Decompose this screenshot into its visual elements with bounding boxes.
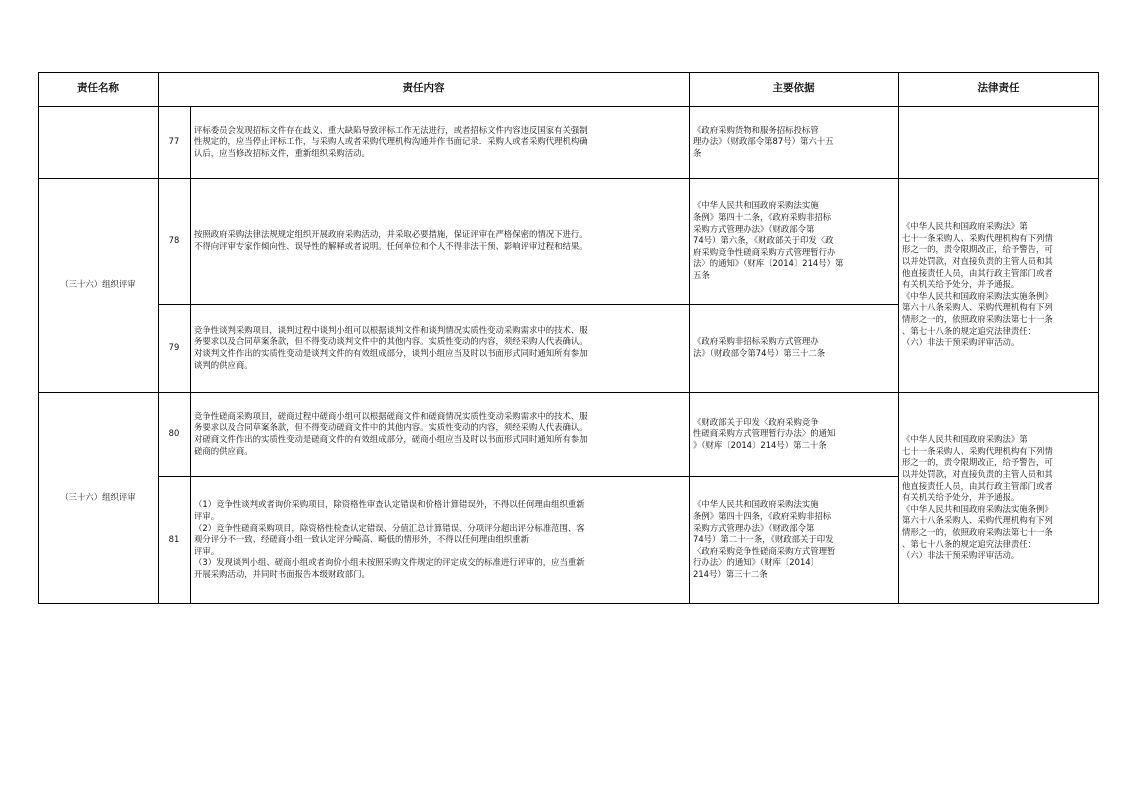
responsibility-name-text: （三十六）组织评审	[60, 492, 136, 503]
table-row	[190, 106, 689, 178]
basis-cell	[689, 476, 898, 604]
row-number: 80	[168, 428, 180, 439]
basis-text: 《中华人民共和国政府采购法实施 条例》第四十四条，《政府采购非招标 采购方式管理办法》（财政部令第 74号）第二十一条，《财政部关于印发 〈政府采购竞争性磋商采购方式管理暂 行办法〉的通知》（财库〔2014〕 214号）第三十二条	[693, 499, 836, 579]
header-basis: 主要依据	[772, 82, 815, 95]
header-liability: 法律责任	[977, 82, 1020, 95]
basis-text: 《政府采购货物和服务招标投标管 理办法》（财政部令第87号）第六十五 条	[693, 124, 834, 158]
basis-text: 《财政部关于印发〈政府采购竞争 性磋商采购方式管理暂行办法〉的通知 》（财库〔2014〕214号）第二十条	[693, 416, 836, 450]
content-text: 竞争性磋商采购项目，磋商过程中磋商小组可以根据磋商文件和磋商情况实质性变动采购需求中的技术、服 务要求以及合同草案条款，但不得变动磋商文件中的其他内容。实质性变动的内容，须经采购人代表确认。 对磋商文件作出的实质性变动是磋商文件的有效组成部分，磋商小组应当及时以书面形式同时通知所有参加 磋商的供应商。	[194, 410, 588, 456]
responsibility-name	[38, 178, 158, 392]
header-content: 责任内容	[402, 82, 445, 95]
table-row	[190, 178, 689, 304]
basis-text: 《中华人民共和国政府采购法实施 条例》第四十二条，《政府采购非招标 采购方式管理办法》（财政部令第 74号）第六条，《财政部关于印发〈政 府采购竞争性磋商采购方式管理暂行办 法〉的通知》（财库〔2014〕214号）第 五条	[693, 200, 844, 280]
liability-cell	[898, 392, 1099, 604]
basis-text: 《政府采购非招标采购方式管理办 法》（财政部令第74号）第三十二条	[693, 336, 826, 358]
liability-cell	[898, 178, 1099, 392]
responsibility-name	[38, 392, 158, 604]
basis-cell	[689, 392, 898, 476]
basis-cell	[689, 304, 898, 392]
row-number: 79	[168, 342, 180, 353]
content-text: 按照政府采购法律法规规定组织开展政府采购活动，并采取必要措施，保证评审在严格保密的情况下进行。 不得向评审专家作倾向性、误导性的解释或者说明。任何单位和个人不得非法干预、影响评审过程和结果。	[194, 229, 588, 251]
content-text: 竞争性谈判采购项目，谈判过程中谈判小组可以根据谈判文件和谈判情况实质性变动采购需求中的技术、服 务要求以及合同草案条款，但不得变动谈判文件中的其他内容。实质性变动的内容，须经采购人代表确认。 对谈判文件作出的实质性变动是谈判文件的有效组成部分，谈判小组应当及时以书面形式同时通知所有参加 谈判的供应商。	[194, 324, 588, 370]
basis-cell	[689, 178, 898, 304]
basis-cell	[689, 106, 898, 178]
table-row	[190, 304, 689, 392]
table-row	[190, 392, 689, 476]
liability-text: 《中华人民共和国政府采购法》第 七十一条采购人、采购代理机构有下列情 形之一的，责令限期改正，给予警告，可 以并处罚款，对直接负责的主管人员和其 他直接责任人员，由其行政主管部门或者 有关机关给予处分，并予通报。 《中华人民共和国政府采购法实施条例》 第六十八条采购人、采购代理机构有下列 情形之一的，依照政府采购法第七十一条 、第七十八条的规定追究法律责任： （六）非法干预采购评审活动。	[902, 434, 1053, 561]
content-text: 评标委员会发现招标文件存在歧义、重大缺陷导致评标工作无法进行，或者招标文件内容违反国家有关强制 性规定的，应当停止评标工作，与采购人或者采购代理机构沟通并作书面记录．采购人或者采购代理机构确 认后，应当修改招标文件，重新组织采购活动。	[194, 124, 588, 158]
header-name: 责任名称	[77, 82, 119, 95]
table-row	[190, 476, 689, 604]
content-text: （1）竞争性谈判或者询价采购项目，除资格性审查认定错误和价格计算错误外，不得以任何理由组织重新 评审。 （2）竞争性磋商采购项目，除资格性检查认定错误、分值汇总计算错误、分项评分超出评分标准范围、客 观分评分不一致、经磋商小组一致认定评分畸高、畸低的情形外，不得以任何理由组织重新 评审。 （3）发现谈判小组、磋商小组或者询价小组未按照采购文件规定的评定成交的标准进行评审的，应当重新 开展采购活动，并同时书面报告本级财政部门。	[194, 499, 585, 579]
row-number: 77	[168, 136, 180, 147]
responsibility-name-text: （三十六）组织评审	[60, 279, 136, 290]
row-number: 78	[168, 235, 180, 246]
liability-text: 《中华人民共和国政府采购法》第 七十一条采购人、采购代理机构有下列情 形之一的，责令限期改正，给予警告，可 以并处罚款，对直接负责的主管人员和其 他直接责任人员，由其行政主管部门或者 有关机关给予处分，并予通报。 《中华人民共和国政府采购法实施条例》 第六十八条采购人、采购代理机构有下列 情形之一的，依照政府采购法第七十一条 、第七十八条的规定追究法律责任： （六）非法干预采购评审活动。	[902, 221, 1053, 348]
row-number: 81	[168, 534, 180, 545]
